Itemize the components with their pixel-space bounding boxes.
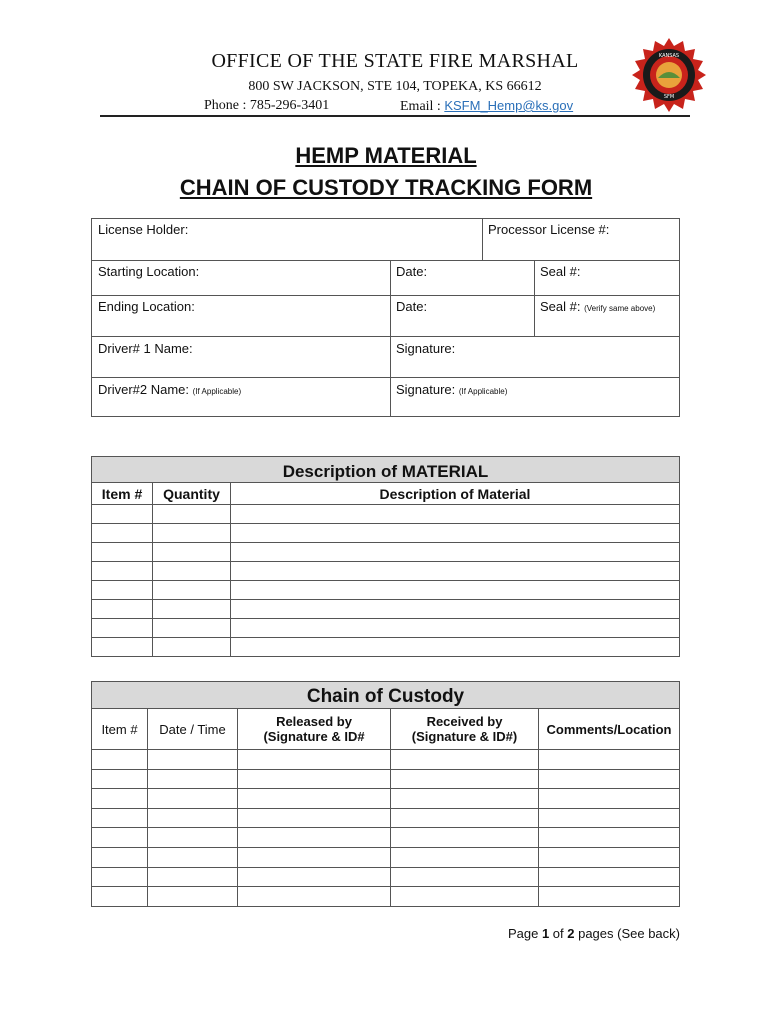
driver2-label: Driver#2 Name: [98,382,190,397]
start-date-field[interactable]: Date: [396,264,428,279]
table-row[interactable] [92,543,680,562]
page-word: Page [507,926,542,941]
custody-table [91,681,680,907]
material-table [91,456,680,657]
page-current: 1 [541,926,550,941]
custody-col-comments: Comments/Location [539,709,680,750]
material-col-description: Description of Material [231,483,680,505]
title-line-1: HEMP MATERIAL [295,143,477,168]
shipment-info-grid [91,218,680,417]
page-number [400,926,680,941]
end-seal-label: Seal #: [540,299,581,314]
material-col-item: Item # [92,483,153,505]
starting-location-field[interactable]: Starting Location: [98,264,200,279]
start-seal-field[interactable]: Seal #: [540,264,581,279]
material-banner: Description of MATERIAL [92,457,680,483]
processor-license-field[interactable]: Processor License #: [488,222,610,237]
title-line-2: CHAIN OF CUSTODY TRACKING FORM [179,175,593,200]
signature2-note: (If Applicable) [458,387,508,396]
office-address: 800 SW JACKSON, STE 104, TOPEKA, KS 66612 [248,79,542,94]
table-row[interactable] [92,619,680,638]
ending-location-field[interactable]: Ending Location: [98,299,195,314]
custody-col-date: Date / Time [148,709,238,750]
end-seal-note: (Verify same above) [584,304,656,313]
table-row[interactable] [92,562,680,581]
seal-bottom-text: SFM [663,94,675,100]
received-line-1: Received by [426,714,503,729]
table-row[interactable] [92,789,680,809]
driver1-name-field[interactable]: Driver# 1 Name: [98,341,193,356]
letterhead [100,50,690,114]
phone: Phone : 785-296-3401 [204,98,330,113]
page-suffix: pages (See back) [574,926,680,941]
material-col-quantity: Quantity [153,483,231,505]
table-row[interactable] [92,769,680,789]
page-total: 2 [567,926,575,941]
end-date-field[interactable]: Date: [396,299,428,314]
email-label: Email : [400,99,445,114]
table-row[interactable] [92,750,680,770]
released-line-2: (Signature & ID# [263,729,365,744]
header-rule [100,115,690,117]
email-link[interactable]: KSFM_Hemp@ks.gov [444,98,574,113]
driver2-note: (If Applicable) [192,387,242,396]
table-row[interactable] [92,867,680,887]
table-row[interactable] [92,808,680,828]
table-row[interactable] [92,581,680,600]
custody-col-item: Item # [92,709,148,750]
table-row[interactable] [92,505,680,524]
end-seal-field[interactable] [534,295,679,317]
driver1-signature-field[interactable]: Signature: [396,341,456,356]
of-word: of [549,926,568,941]
released-line-1: Released by [276,714,352,729]
driver2-name-field[interactable] [92,377,390,400]
table-row[interactable] [92,524,680,543]
received-line-2: (Signature & ID#) [411,729,518,744]
email-line [400,98,573,115]
fire-marshal-seal-icon [630,36,708,114]
custody-col-released [238,709,391,750]
custody-col-received [391,709,539,750]
table-row[interactable] [92,887,680,907]
signature2-label: Signature: [396,382,456,397]
table-row[interactable] [92,638,680,657]
table-row[interactable] [92,828,680,848]
license-holder-field[interactable]: License Holder: [98,222,189,237]
table-row[interactable] [92,600,680,619]
custody-banner: Chain of Custody [92,682,680,709]
office-name: OFFICE OF THE STATE FIRE MARSHAL [211,50,579,72]
form-title [91,140,681,204]
seal-top-text: KANSAS [658,53,680,59]
table-row[interactable] [92,847,680,867]
driver2-signature-field[interactable] [390,377,679,400]
